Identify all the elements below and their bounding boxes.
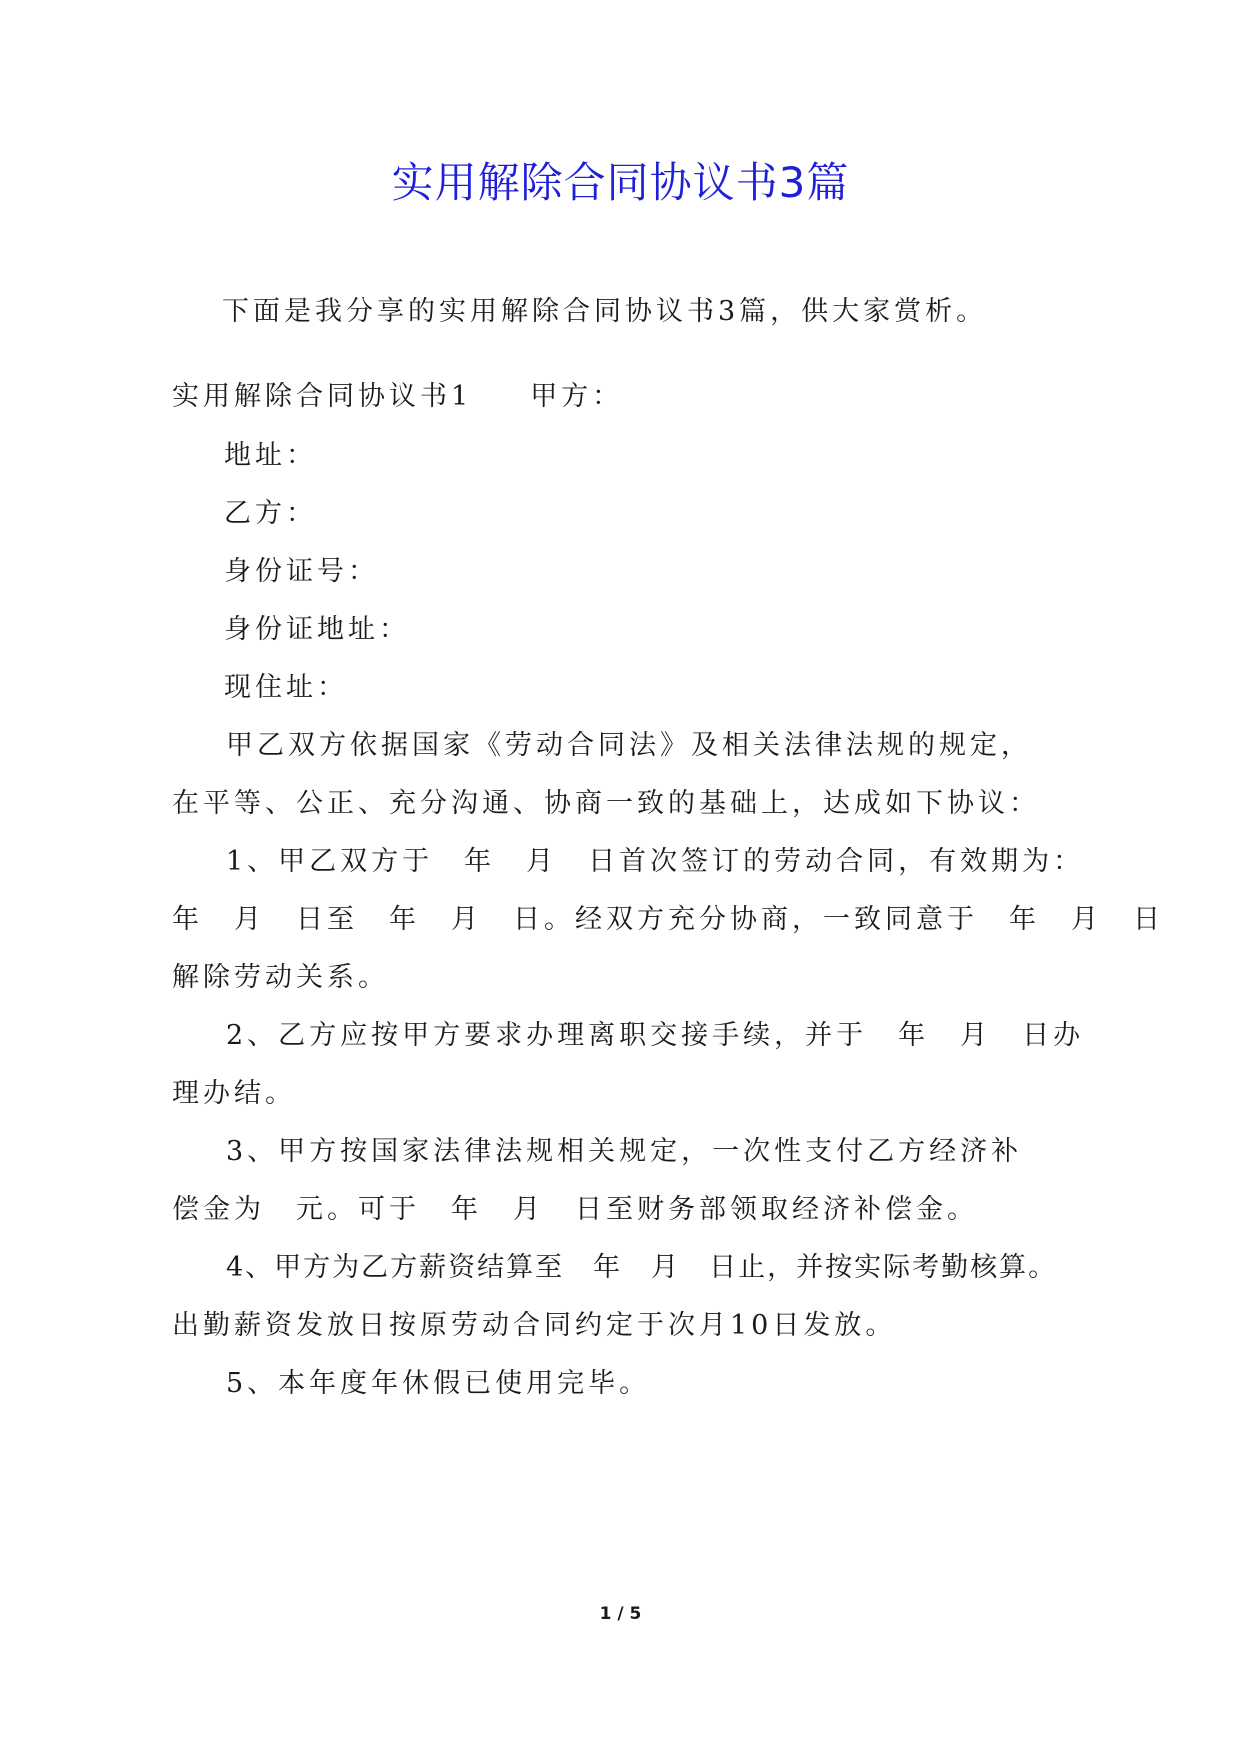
current-address-field-label: 现住址：: [224, 672, 348, 703]
clause-5: 5、本年度年休假已使用完毕。: [226, 1368, 651, 1399]
preamble-line-2: 在平等、公正、充分沟通、协商一致的基础上，达成如下协议：: [172, 788, 1040, 819]
id-address-field-label: 身份证地址：: [224, 614, 410, 645]
id-number-field-label: 身份证号：: [224, 556, 379, 587]
section-heading: 实用解除合同协议书1: [172, 381, 473, 412]
clause-1-line-1: 1、甲乙双方于 年 月 日首次签订的劳动合同，有效期为：: [226, 846, 1085, 877]
page-indicator: 1 / 5: [599, 1604, 642, 1624]
clause-2-line-1: 2、乙方应按甲方要求办理离职交接手续，并于 年 月 日办: [226, 1020, 1085, 1051]
clause-3-line-2: 偿金为 元。可于 年 月 日至财务部领取经济补偿金。: [172, 1194, 978, 1225]
intro-paragraph: 下面是我分享的实用解除合同协议书3篇，供大家赏析。: [222, 296, 988, 327]
preamble-line-1: 甲乙双方依据国家《劳动合同法》及相关法律法规的规定，: [226, 730, 1032, 761]
clause-3-line-1: 3、甲方按国家法律法规相关规定，一次性支付乙方经济补: [226, 1136, 1023, 1167]
document-title: 实用解除合同协议书3篇: [391, 158, 850, 207]
clause-4-line-1: 4、甲方为乙方薪资结算至 年 月 日止，并按实际考勤核算。: [226, 1252, 1058, 1283]
clause-2-line-2: 理办结。: [172, 1078, 296, 1109]
clause-4-line-2: 出勤薪资发放日按原劳动合同约定于次月10日发放。: [172, 1310, 897, 1341]
party-b-field-label: 乙方：: [224, 498, 317, 529]
address-field-label: 地址：: [224, 440, 317, 471]
clause-1-line-2: 年 月 日至 年 月 日。经双方充分协商，一致同意于 年 月 日: [172, 904, 1164, 935]
clause-1-line-3: 解除劳动关系。: [172, 962, 389, 993]
party-a-label: 甲方：: [530, 381, 624, 412]
section-heading-row: [172, 377, 623, 417]
